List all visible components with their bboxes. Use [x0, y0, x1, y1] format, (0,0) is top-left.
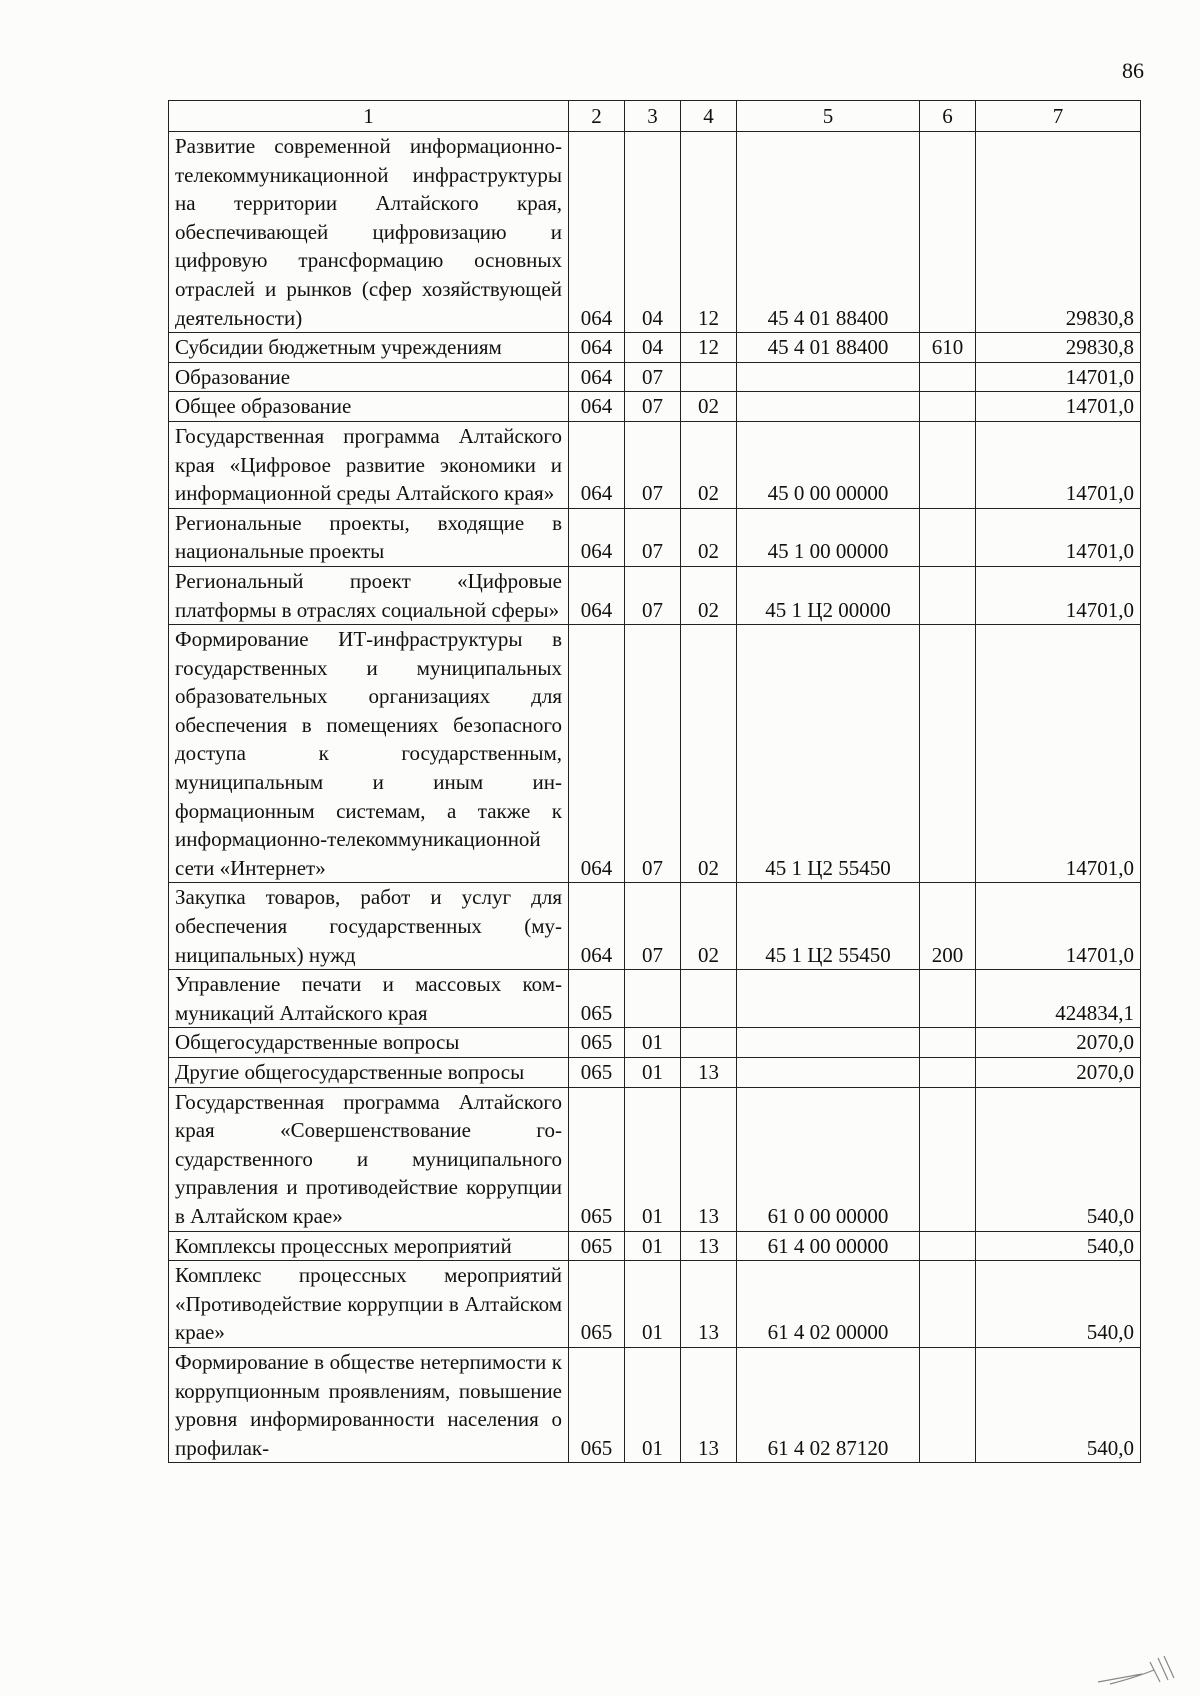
- table-body: [169, 132, 1141, 1463]
- cell-ministry-code: 065: [569, 1058, 625, 1088]
- cell-name: Другие общегосударственные вопросы: [169, 1058, 569, 1088]
- cell-subsection: 02: [681, 421, 737, 508]
- cell-expense-type: 200: [920, 883, 976, 970]
- cell-target-item: 45 1 Ц2 00000: [737, 566, 920, 624]
- table-row: [169, 1231, 1141, 1261]
- cell-expense-type: [920, 392, 976, 422]
- cell-amount: 540,0: [976, 1231, 1141, 1261]
- cell-ministry-code: 065: [569, 1087, 625, 1231]
- cell-amount: 2070,0: [976, 1058, 1141, 1088]
- cell-target-item: [737, 1028, 920, 1058]
- cell-expense-type: [920, 421, 976, 508]
- cell-subsection: 02: [681, 566, 737, 624]
- cell-subsection: 12: [681, 132, 737, 333]
- cell-amount: 14701,0: [976, 392, 1141, 422]
- cell-section: 07: [625, 566, 681, 624]
- cell-subsection: 12: [681, 333, 737, 363]
- column-header: 4: [681, 101, 737, 132]
- cell-ministry-code: 064: [569, 362, 625, 392]
- cell-ministry-code: 065: [569, 1261, 625, 1348]
- cell-ministry-code: 065: [569, 1028, 625, 1058]
- cell-ministry-code: 064: [569, 333, 625, 363]
- cell-target-item: 45 1 00 00000: [737, 508, 920, 566]
- cell-section: 07: [625, 883, 681, 970]
- cell-target-item: 61 4 02 87120: [737, 1347, 920, 1462]
- cell-name: Развитие современной информационно-телекоммуникационной инфраструктуры на территории Алтайского края, обеспечивающей цифровизацию и цифровую трансформацию основных отраслей и рынков (сфер хозяйствующей деятельности): [169, 132, 569, 333]
- cell-amount: 14701,0: [976, 625, 1141, 883]
- cell-name: Формирование в обществе нетерпимости к коррупционным проявлениям, повышение уровня информированности населения о профилак-: [169, 1347, 569, 1462]
- cell-section: 01: [625, 1087, 681, 1231]
- cell-section: 07: [625, 392, 681, 422]
- cell-ministry-code: 064: [569, 566, 625, 624]
- cell-ministry-code: 065: [569, 970, 625, 1028]
- cell-target-item: 61 4 00 00000: [737, 1231, 920, 1261]
- table-row: [169, 1058, 1141, 1088]
- cell-subsection: 02: [681, 508, 737, 566]
- cell-expense-type: [920, 566, 976, 624]
- cell-ministry-code: 064: [569, 625, 625, 883]
- cell-subsection: 02: [681, 392, 737, 422]
- table-row: [169, 625, 1141, 883]
- column-header: 7: [976, 101, 1141, 132]
- scan-mark-icon: [1090, 1648, 1180, 1688]
- cell-name: Государственная программа Алтайского края «Совершенствование государственного и муниципального управления и противодействие коррупции в Алтайском крае»: [169, 1087, 569, 1231]
- cell-expense-type: [920, 1261, 976, 1348]
- cell-amount: 540,0: [976, 1261, 1141, 1348]
- table-row: [169, 1087, 1141, 1231]
- cell-ministry-code: 064: [569, 883, 625, 970]
- cell-target-item: 45 4 01 88400: [737, 333, 920, 363]
- cell-name: Региональный проект «Цифровые платформы в отраслях социальной сферы»: [169, 566, 569, 624]
- table-row: [169, 392, 1141, 422]
- cell-name: Государственная программа Алтайского края «Цифровое развитие экономики и информационной среды Алтайского края»: [169, 421, 569, 508]
- cell-subsection: 13: [681, 1058, 737, 1088]
- cell-name: Формирование ИТ-инфраструктуры в государственных и муниципальных образовательных организациях для обеспечения в помещениях безопасного доступа к государственным, муниципальным и иным информационным системам, а также к информационно-телекоммуникационной сети «Интернет»: [169, 625, 569, 883]
- column-header: 1: [169, 101, 569, 132]
- cell-expense-type: [920, 132, 976, 333]
- cell-subsection: 02: [681, 625, 737, 883]
- cell-name: Образование: [169, 362, 569, 392]
- cell-expense-type: [920, 1087, 976, 1231]
- table-row: [169, 333, 1141, 363]
- cell-section: 07: [625, 508, 681, 566]
- table-row: [169, 132, 1141, 333]
- cell-section: [625, 970, 681, 1028]
- cell-subsection: 13: [681, 1347, 737, 1462]
- cell-target-item: [737, 1058, 920, 1088]
- cell-ministry-code: 064: [569, 508, 625, 566]
- table-row: [169, 970, 1141, 1028]
- cell-subsection: [681, 970, 737, 1028]
- cell-amount: 540,0: [976, 1347, 1141, 1462]
- cell-target-item: 45 4 01 88400: [737, 132, 920, 333]
- cell-name: Управление печати и массовых коммуникаций Алтайского края: [169, 970, 569, 1028]
- cell-amount: 14701,0: [976, 421, 1141, 508]
- budget-table: [168, 100, 1141, 1463]
- table-row: [169, 1028, 1141, 1058]
- cell-subsection: [681, 362, 737, 392]
- cell-amount: 14701,0: [976, 508, 1141, 566]
- cell-amount: 2070,0: [976, 1028, 1141, 1058]
- cell-section: 01: [625, 1028, 681, 1058]
- column-header: 2: [569, 101, 625, 132]
- cell-section: 01: [625, 1261, 681, 1348]
- cell-expense-type: [920, 1231, 976, 1261]
- cell-section: 01: [625, 1347, 681, 1462]
- cell-amount: 540,0: [976, 1087, 1141, 1231]
- table-row: [169, 883, 1141, 970]
- cell-name: Комплексы процессных мероприятий: [169, 1231, 569, 1261]
- cell-section: 07: [625, 362, 681, 392]
- cell-amount: 14701,0: [976, 883, 1141, 970]
- cell-amount: 29830,8: [976, 132, 1141, 333]
- header-row: [169, 101, 1141, 132]
- cell-expense-type: [920, 970, 976, 1028]
- cell-expense-type: [920, 1028, 976, 1058]
- cell-target-item: [737, 970, 920, 1028]
- column-header: 6: [920, 101, 976, 132]
- cell-subsection: 13: [681, 1231, 737, 1261]
- cell-target-item: 45 0 00 00000: [737, 421, 920, 508]
- cell-target-item: 61 0 00 00000: [737, 1087, 920, 1231]
- cell-expense-type: [920, 1347, 976, 1462]
- cell-ministry-code: 064: [569, 392, 625, 422]
- cell-subsection: 02: [681, 883, 737, 970]
- cell-section: 01: [625, 1231, 681, 1261]
- cell-section: 07: [625, 625, 681, 883]
- cell-subsection: 13: [681, 1087, 737, 1231]
- table-row: [169, 1347, 1141, 1462]
- cell-target-item: 61 4 02 00000: [737, 1261, 920, 1348]
- table-row: [169, 421, 1141, 508]
- cell-subsection: [681, 1028, 737, 1058]
- cell-name: Общегосударственные вопросы: [169, 1028, 569, 1058]
- cell-target-item: 45 1 Ц2 55450: [737, 625, 920, 883]
- page-number: 86: [1122, 58, 1144, 83]
- cell-ministry-code: 065: [569, 1231, 625, 1261]
- cell-ministry-code: 064: [569, 132, 625, 333]
- cell-ministry-code: 064: [569, 421, 625, 508]
- cell-name: Комплекс процессных мероприятий «Противодействие коррупции в Алтайском крае»: [169, 1261, 569, 1348]
- cell-subsection: 13: [681, 1261, 737, 1348]
- cell-section: 04: [625, 333, 681, 363]
- table-row: [169, 566, 1141, 624]
- table-row: [169, 508, 1141, 566]
- table-row: [169, 1261, 1141, 1348]
- cell-expense-type: [920, 508, 976, 566]
- cell-section: 07: [625, 421, 681, 508]
- cell-target-item: [737, 362, 920, 392]
- cell-amount: 14701,0: [976, 566, 1141, 624]
- cell-name: Субсидии бюджетным учреждениям: [169, 333, 569, 363]
- cell-section: 04: [625, 132, 681, 333]
- cell-expense-type: [920, 1058, 976, 1088]
- cell-name: Закупка товаров, работ и услуг для обеспечения государственных (муниципальных) нужд: [169, 883, 569, 970]
- cell-amount: 14701,0: [976, 362, 1141, 392]
- cell-expense-type: 610: [920, 333, 976, 363]
- cell-expense-type: [920, 625, 976, 883]
- cell-expense-type: [920, 362, 976, 392]
- column-header: 3: [625, 101, 681, 132]
- cell-section: 01: [625, 1058, 681, 1088]
- cell-target-item: [737, 392, 920, 422]
- table-row: [169, 362, 1141, 392]
- cell-amount: 424834,1: [976, 970, 1141, 1028]
- cell-amount: 29830,8: [976, 333, 1141, 363]
- cell-name: Региональные проекты, входящие в национальные проекты: [169, 508, 569, 566]
- cell-name: Общее образование: [169, 392, 569, 422]
- column-header: 5: [737, 101, 920, 132]
- cell-ministry-code: 065: [569, 1347, 625, 1462]
- cell-target-item: 45 1 Ц2 55450: [737, 883, 920, 970]
